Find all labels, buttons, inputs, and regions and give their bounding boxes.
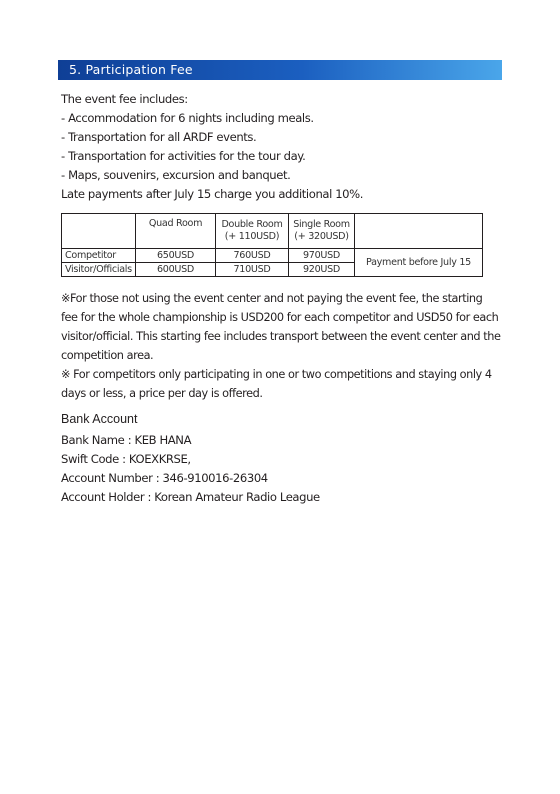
intro-line: - Transportation for activities for the tour day.	[61, 149, 306, 163]
bank-line: Swift Code : KOEXKRSE,	[61, 452, 191, 466]
bank-account-heading: Bank Account	[61, 412, 138, 426]
bank-line: Account Number : 346-910016-26304	[61, 471, 268, 485]
table-header-row	[62, 214, 483, 249]
note-paragraph: ※ For competitors only participating in one or two competitions and staying only 4 days or less, a price per day is offered.	[61, 368, 492, 400]
table-header-cell	[62, 214, 136, 249]
table-cell: 760USD	[216, 249, 289, 263]
section-header	[58, 60, 502, 80]
bank-details	[61, 431, 320, 507]
table-header-cell: Single Room (+ 320USD)	[289, 214, 355, 249]
note-paragraph: ※For those not using the event center and not paying the event fee, the starting fee for the whole championship is USD200 for each competitor and USD50 for each visitor/official. This starting fee includes transport between the event center and the competition area.	[61, 292, 501, 362]
table-header-cell: Quad Room	[136, 214, 216, 249]
table-cell: 970USD	[289, 249, 355, 263]
table-header-cell: Double Room (+ 110USD)	[216, 214, 289, 249]
intro-line: The event fee includes:	[61, 92, 188, 106]
row-label: Competitor	[62, 249, 136, 263]
intro-line: Late payments after July 15 charge you additional 10%.	[61, 187, 364, 201]
table-cell: 650USD	[136, 249, 216, 263]
intro-line: - Maps, souvenirs, excursion and banquet.	[61, 168, 291, 182]
intro-line: - Transportation for all ARDF events.	[61, 130, 257, 144]
table-row	[62, 249, 483, 263]
payment-note: Payment before July 15	[355, 249, 483, 277]
fee-notes	[61, 289, 501, 403]
fee-table	[61, 213, 483, 277]
table-cell: 600USD	[136, 263, 216, 277]
section-title: 5. Participation Fee	[69, 62, 193, 77]
table-cell: 710USD	[216, 263, 289, 277]
row-label: Visitor/Officials	[62, 263, 136, 277]
table-header-cell	[355, 214, 483, 249]
bank-line: Account Holder : Korean Amateur Radio League	[61, 490, 320, 504]
fee-includes-list	[61, 90, 501, 204]
bank-line: Bank Name : KEB HANA	[61, 433, 192, 447]
intro-line: - Accommodation for 6 nights including meals.	[61, 111, 314, 125]
table-cell: 920USD	[289, 263, 355, 277]
